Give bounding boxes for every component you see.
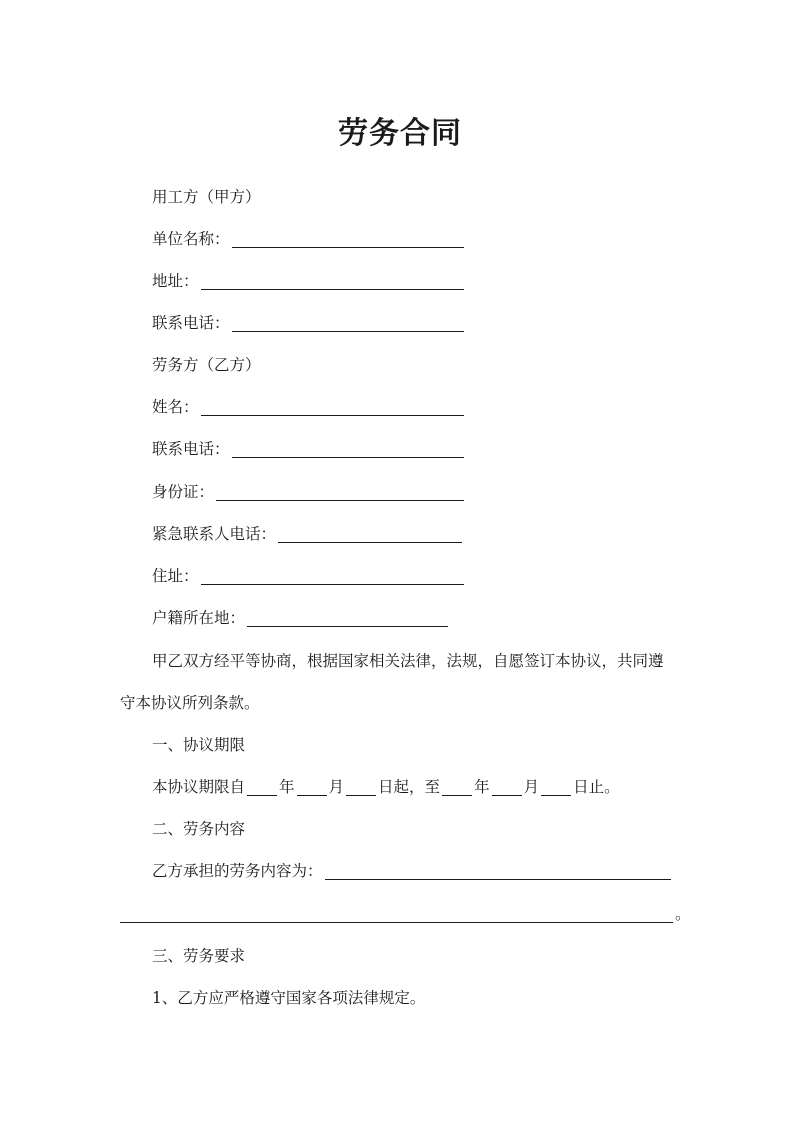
content-field-line-2[interactable] [120, 908, 673, 923]
party-b-heading [152, 354, 261, 376]
end-month-unit: 月 [523, 778, 540, 796]
content-row-2 [120, 903, 691, 925]
content-end-mark: 。 [675, 905, 691, 923]
end-day-field[interactable] [541, 781, 571, 796]
intro-line-2 [120, 692, 260, 714]
party-b-name-row [152, 396, 466, 418]
section-1-heading-text: 一、协议期限 [152, 736, 246, 754]
party-b-heading-text: 劳务方（乙方） [152, 356, 261, 374]
party-b-id-label: 身份证： [152, 483, 215, 501]
intro-line-1 [152, 650, 664, 672]
party-a-address-label: 地址： [152, 272, 199, 290]
party-b-phone-row [152, 438, 466, 460]
document-title: 劳务合同 [338, 116, 462, 151]
party-b-hukou-label: 户籍所在地： [152, 609, 246, 627]
party-a-phone-label: 联系电话： [152, 314, 230, 332]
party-b-id-row [152, 481, 466, 503]
party-b-emergency-field[interactable] [278, 528, 462, 543]
party-b-hukou-field[interactable] [247, 612, 448, 627]
party-b-id-field[interactable] [216, 486, 464, 501]
content-row [152, 860, 673, 882]
end-month-field[interactable] [492, 781, 522, 796]
start-year-unit: 年 [279, 778, 295, 796]
start-month-field[interactable] [297, 781, 327, 796]
party-b-residence-row [152, 565, 466, 587]
party-a-heading-text: 用工方（甲方） [152, 188, 261, 206]
section-3-heading [152, 945, 245, 967]
requirement-item-1 [152, 987, 425, 1009]
party-b-phone-field[interactable] [232, 443, 464, 458]
party-b-name-label: 姓名： [152, 398, 199, 416]
content-label: 乙方承担的劳务内容为： [152, 862, 323, 880]
end-year-field[interactable] [442, 781, 472, 796]
party-a-unit-name-row [152, 228, 466, 250]
party-a-unit-name-field[interactable] [232, 233, 464, 248]
party-b-hukou-row [152, 607, 450, 629]
party-a-heading [152, 186, 261, 208]
party-b-emergency-row [152, 523, 464, 545]
requirement-item-1-text: 1、乙方应严格遵守国家各项法律规定。 [152, 989, 426, 1007]
party-a-phone-field[interactable] [232, 317, 464, 332]
start-day-field[interactable] [346, 781, 376, 796]
intro-line-2-text: 守本协议所列条款。 [120, 694, 260, 712]
party-a-address-field[interactable] [201, 275, 464, 290]
party-a-address-row [152, 270, 466, 292]
party-a-unit-name-label: 单位名称： [152, 230, 230, 248]
end-day-text: 日止。 [573, 778, 620, 796]
content-field-line-1[interactable] [325, 865, 671, 880]
intro-line-1-text: 甲乙双方经平等协商，根据国家相关法律，法规，自愿签订本协议，共同遵 [152, 652, 664, 670]
end-year-unit: 年 [474, 778, 490, 796]
party-b-residence-field[interactable] [201, 570, 464, 585]
party-a-phone-row [152, 312, 466, 334]
start-day-text: 日起，至 [378, 778, 441, 796]
section-2-heading [152, 818, 245, 840]
section-3-heading-text: 三、劳务要求 [152, 947, 246, 965]
party-b-residence-label: 住址： [152, 567, 199, 585]
start-month-unit: 月 [328, 778, 345, 796]
start-year-field[interactable] [247, 781, 277, 796]
section-1-heading [152, 734, 245, 756]
party-b-phone-label: 联系电话： [152, 440, 230, 458]
party-b-name-field[interactable] [201, 401, 464, 416]
term-start-text: 本协议期限自 [152, 778, 246, 796]
section-2-heading-text: 二、劳务内容 [152, 820, 246, 838]
party-b-emergency-label: 紧急联系人电话： [152, 525, 277, 543]
term-row [152, 776, 620, 798]
